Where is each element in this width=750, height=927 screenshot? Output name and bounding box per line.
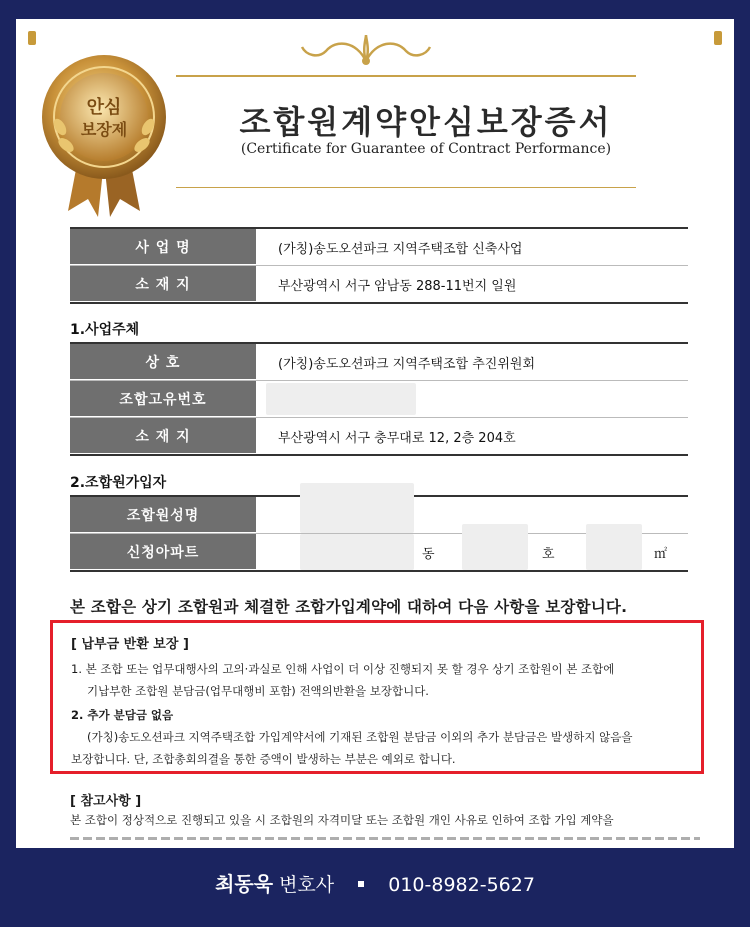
business-entity-table: [70, 342, 688, 456]
redacted-block: [586, 524, 642, 570]
guarantee-item2-line1: (가칭)송도오션파크 지역주택조합 가입계약서에 기재된 조합원 분담금 이외의 추가 분담금은 발생하지 않음을: [87, 730, 633, 744]
lawyer-title: 변호사: [279, 874, 335, 896]
unit-dong: 동: [422, 547, 435, 562]
union-id-value: [256, 381, 688, 417]
table-row: [70, 534, 688, 570]
member-name-label: 조합원성명: [70, 497, 256, 533]
unit-ho: 호: [542, 547, 555, 562]
seal-text-line1: 안심: [86, 97, 122, 118]
notes-heading: [ 참고사항 ]: [70, 794, 142, 809]
certificate-subtitle: (Certificate for Guarantee of Contract Performance): [240, 141, 612, 157]
table-row: [70, 381, 688, 418]
apartment-value: [256, 534, 688, 570]
table-row: [70, 266, 688, 302]
redacted-block: [300, 483, 414, 533]
member-table: [70, 495, 688, 572]
section2-heading: 2.조합원가입자: [70, 475, 167, 491]
notes-line1: 본 조합이 정상적으로 진행되고 있을 시 조합원의 자격미달 또는 조합원 개인 사유로 인하여 조합 가입 계약을: [70, 813, 614, 827]
corner-ornament-right: [714, 31, 722, 45]
section1-heading: 1.사업주체: [70, 322, 140, 338]
guarantee-statement: 본 조합은 상기 조합원과 체결한 조합가입계약에 대하여 다음 사항을 보장합니다.: [70, 598, 628, 616]
guarantee-item1-line1: 1. 본 조합 또는 업무대행사의 고의·과실로 인해 사업이 더 이상 진행되지 못 할 경우 상기 조합원이 본 조합에: [71, 662, 615, 676]
gold-rule-bottom: [176, 187, 636, 188]
corner-ornament-left: [28, 31, 36, 45]
guarantee-item1-line2: 기납부한 조합원 분담금(업무대행비 포함) 전액의반환을 보장합니다.: [87, 684, 429, 698]
entity-location-value: 부산광역시 서구 충무대로 12, 2층 204호: [278, 430, 516, 446]
certificate-document: [16, 19, 734, 848]
apartment-label: 신청아파트: [70, 534, 256, 570]
company-name-label: 상 호: [70, 344, 256, 380]
guarantee-item2-line2: 보장합니다. 단, 조합총회의결을 통한 증액이 발생하는 부분은 예외로 합니다.: [71, 752, 456, 766]
certificate-title: 조합원계약안심보장증서: [239, 103, 613, 141]
redacted-block: [266, 383, 416, 415]
project-name-value: (가칭)송도오션파크 지역주택조합 신축사업: [278, 241, 523, 257]
seal-text-line2: 보장제: [80, 120, 128, 139]
project-name-label: 사 업 명: [70, 229, 256, 265]
entity-location-label: 소 재 지: [70, 418, 256, 454]
bullet-separator: [358, 881, 364, 887]
project-info-table: [70, 227, 688, 304]
table-row: [70, 344, 688, 381]
guarantee-item2-title: 2. 추가 분담금 없음: [71, 708, 174, 722]
refund-guarantee-highlight: [50, 620, 704, 774]
notes-cut-off-text: [70, 834, 700, 842]
refund-guarantee-heading: [ 납부금 반환 보장 ]: [71, 637, 189, 652]
unit-area: ㎡: [654, 547, 668, 562]
gold-rule-top: [176, 75, 636, 77]
gold-flourish-icon: [296, 31, 436, 67]
union-id-label: 조합고유번호: [70, 381, 256, 417]
table-row: [70, 418, 688, 454]
project-location-label: 소 재 지: [70, 266, 256, 302]
guarantee-seal-icon: [38, 49, 170, 217]
phone-number: 010-8982-5627: [388, 874, 535, 896]
redacted-block: [462, 524, 528, 570]
table-row: [70, 229, 688, 266]
project-location-value: 부산광역시 서구 암남동 288-11번지 일원: [278, 278, 517, 294]
redacted-block: [300, 534, 414, 570]
company-name-value: (가칭)송도오션파크 지역주택조합 추진위원회: [278, 356, 536, 372]
lawyer-name: 최동욱: [215, 872, 274, 896]
contact-footer: [0, 868, 750, 897]
